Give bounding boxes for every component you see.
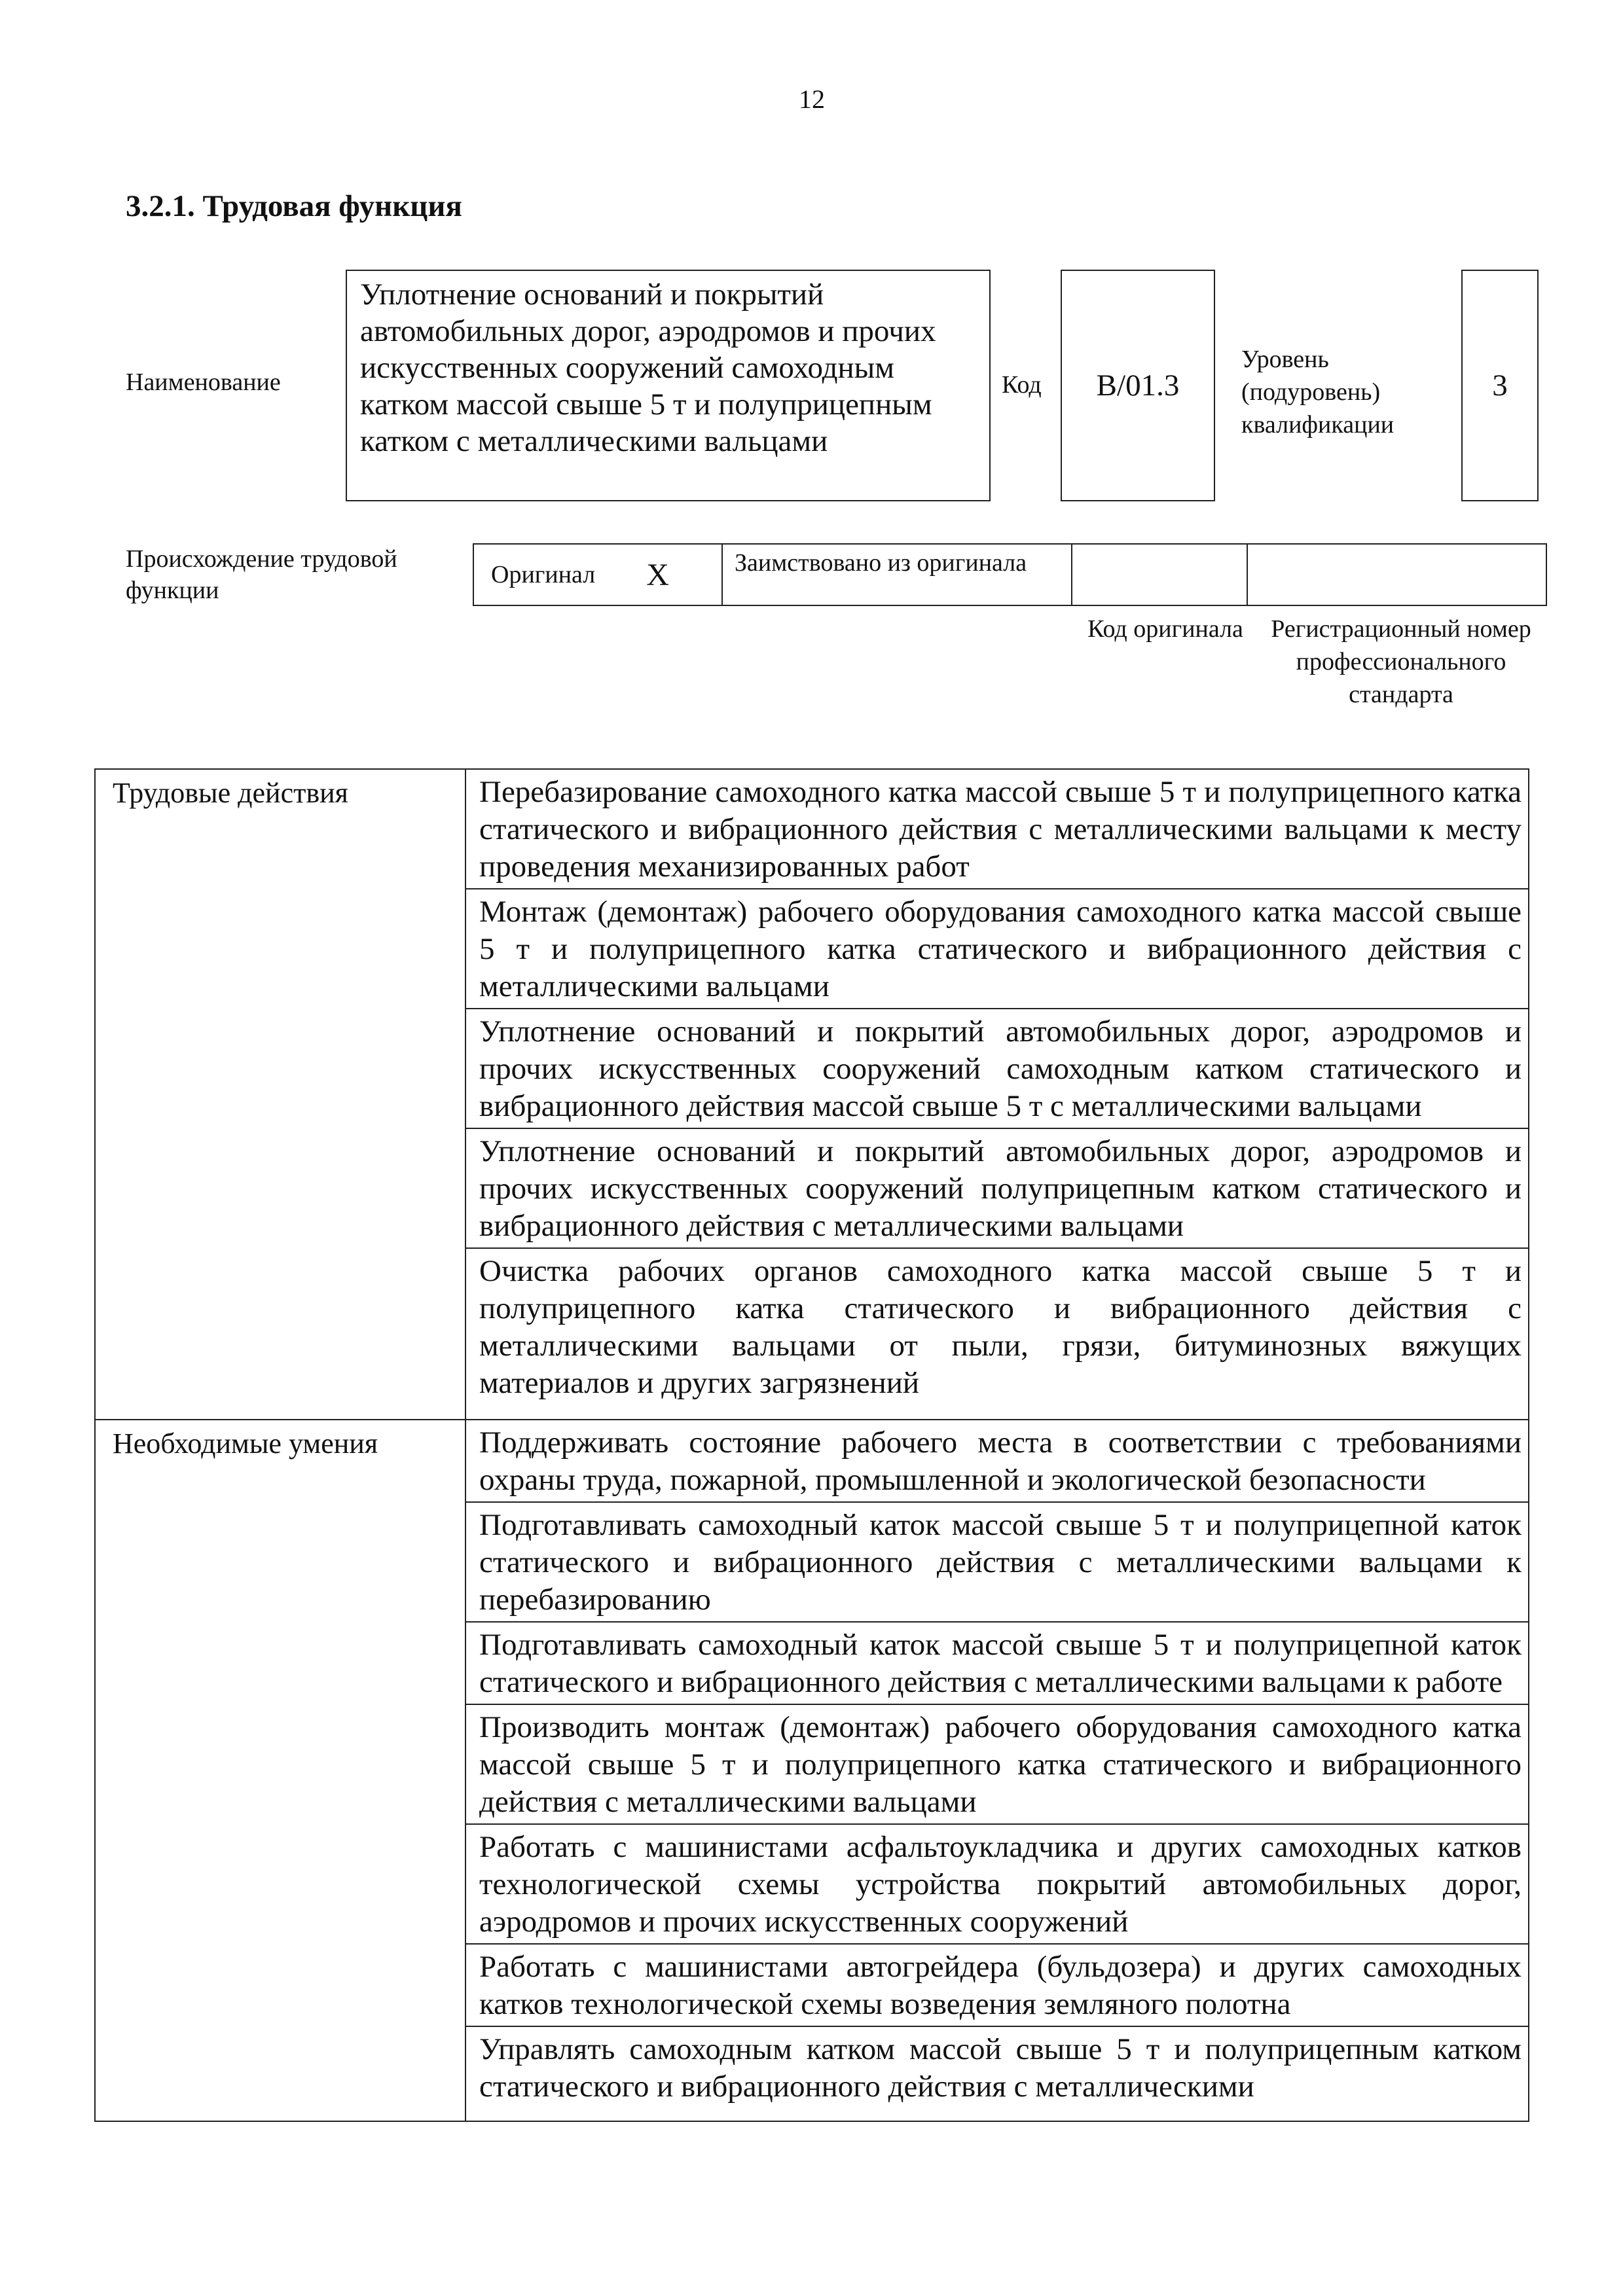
function-name-box: Уплотнение оснований и покрытий автомобильных дорог, аэродромов и прочих искусственных сооружений самоходным катком массой свыше 5 т и полуприцепным катком с металлическими вальцами	[346, 270, 991, 501]
qualification-level-box	[1461, 270, 1539, 501]
original-label: Оригинал	[491, 561, 596, 588]
labor-function-table	[94, 768, 1529, 2122]
table-row: Уплотнение оснований и покрытий автомобильных дорог, аэродромов и прочих искусственных сооружений полуприцепным катком статического и вибрационного действия с металлическими вальцами	[466, 1129, 1528, 1249]
table-row: Перебазирование самоходного катка массой свыше 5 т и полуприцепного катка статического и вибрационного действия с металлическими вальцами к месту проведения механизированных работ	[466, 770, 1528, 889]
table-row: Уплотнение оснований и покрытий автомобильных дорог, аэродромов и прочих искусственных сооружений самоходным катком статического и вибрационного действия массой свыше 5 т с металлическими вальцами	[466, 1009, 1528, 1129]
group-label-required-skills: Необходимые умения	[96, 1420, 466, 2123]
borrowed-label: Заимствовано из оригинала	[723, 545, 1072, 605]
group-items-required-skills	[466, 1420, 1528, 2123]
qualification-level-label: Уровень (подуровень) квалификации	[1241, 346, 1395, 439]
origin-table	[473, 543, 1547, 606]
group-items-labor-actions	[466, 770, 1528, 1420]
registration-number-cell	[1248, 545, 1546, 605]
origin-original-cell	[474, 545, 723, 605]
table-row: Работать с машинистами асфальтоукладчика и других самоходных катков технологической схемы устройства покрытий автомобильных дорог, аэродромов и прочих искусственных сооружений	[466, 1825, 1528, 1945]
section-title: 3.2.1. Трудовая функция	[126, 189, 462, 223]
table-row: Поддерживать состояние рабочего места в соответствии с требованиями охраны труда, пожарной, промышленной и экологической безопасности	[466, 1420, 1528, 1503]
table-row: Монтаж (демонтаж) рабочего оборудования самоходного катка массой свыше 5 т и полуприцепного катка статического и вибрационного действия с металлическими вальцами	[466, 889, 1528, 1009]
table-row: Работать с машинистами автогрейдера (бульдозера) и других самоходных катков технологической схемы возведения земляного полотна	[466, 1945, 1528, 2027]
code-label: Код	[1002, 371, 1042, 399]
original-mark: X	[646, 557, 669, 592]
table-row: Подготавливать самоходный каток массой свыше 5 т и полуприцепной каток статического и вибрационного действия с металлическими вальцами к перебазированию	[466, 1503, 1528, 1623]
code-value: B/01.3	[1096, 368, 1180, 403]
page-number: 12	[799, 84, 825, 114]
table-bottom-border	[94, 2121, 1529, 2122]
original-code-caption: Код оригинала	[1087, 615, 1243, 643]
registration-number-caption: Регистрационный номер профессионального стандарта	[1271, 615, 1531, 708]
table-row: Подготавливать самоходный каток массой свыше 5 т и полуприцепной каток статического и вибрационного действия с металлическими вальцами к работе	[466, 1623, 1528, 1705]
origin-label: Происхождение трудовой функции	[126, 545, 397, 604]
table-row: Очистка рабочих органов самоходного катка массой свыше 5 т и полуприцепного катка статического и вибрационного действия с металлическими вальцами от пыли, грязи, битуминозных вяжущих материалов и других загрязнений	[479, 1254, 1522, 1400]
original-code-cell	[1072, 545, 1248, 605]
table-row: Управлять самоходным катком массой свыше 5 т и полуприцепным катком статического и вибрационного действия с металлическими	[479, 2032, 1522, 2104]
qualification-level-value: 3	[1492, 368, 1508, 403]
name-label: Наименование	[126, 368, 281, 396]
group-label-labor-actions: Трудовые действия	[96, 770, 466, 1420]
code-value-box	[1061, 270, 1215, 501]
table-row: Производить монтаж (демонтаж) рабочего оборудования самоходного катка массой свыше 5 т и полуприцепного катка статического и вибрационного действия с металлическими вальцами	[466, 1705, 1528, 1825]
